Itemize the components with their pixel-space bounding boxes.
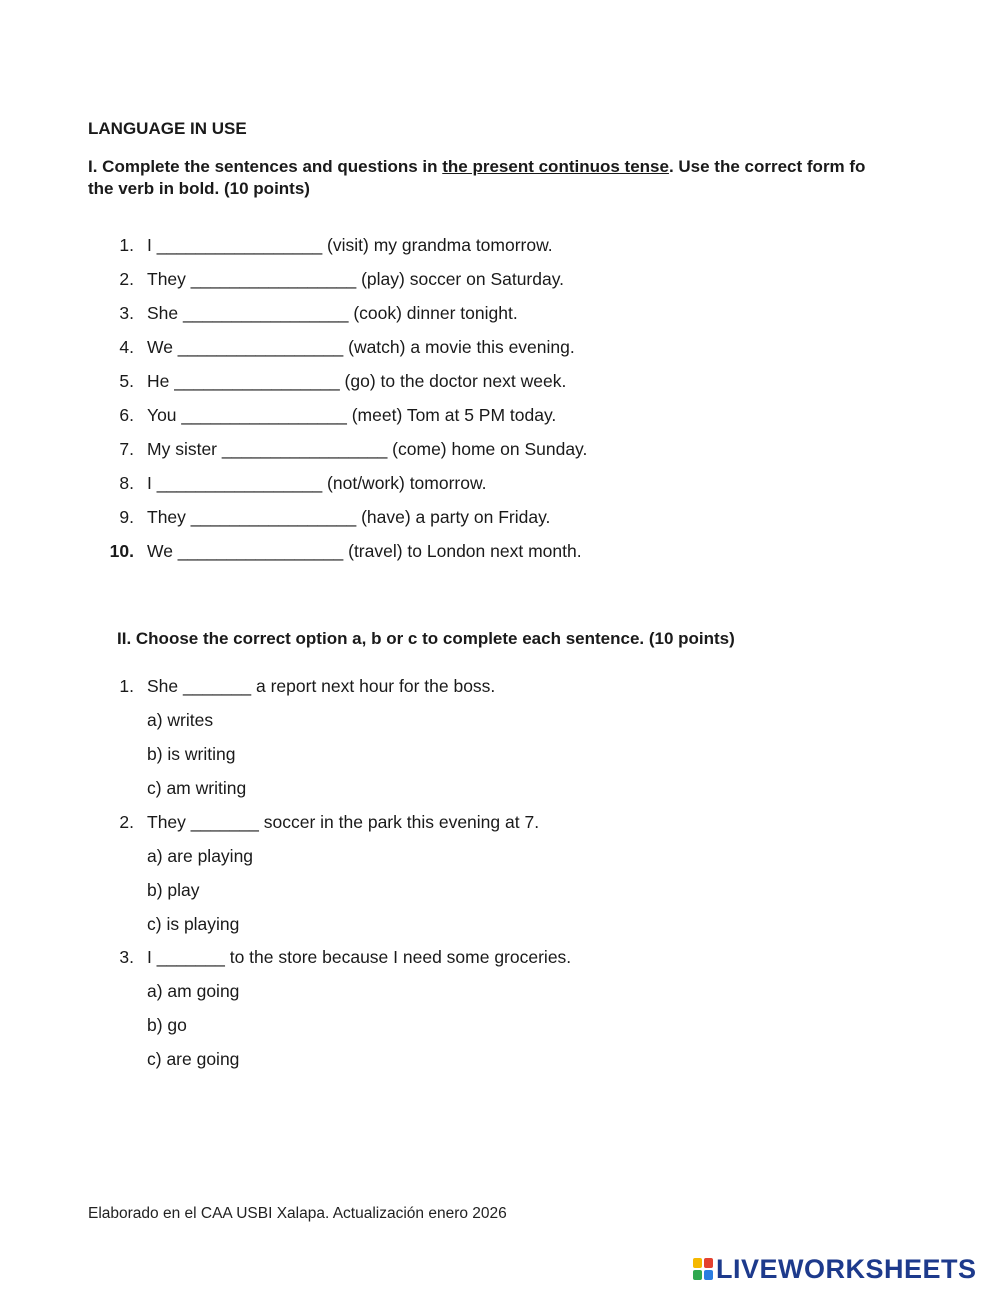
page-title: LANGUAGE IN USE (88, 119, 247, 138)
question-sentence: She _______ a report next hour for the boss. (147, 676, 496, 696)
item-number: 1. (119, 235, 134, 255)
instruction-text: I. Complete the sentences and questions in (88, 157, 443, 176)
answer-option: c) am writing (147, 778, 247, 798)
answer-option: a) writes (147, 710, 214, 730)
item-sentence: They _________________ (have) a party on Friday. (147, 507, 551, 527)
item-sentence: We _________________ (travel) to London next month. (147, 541, 582, 561)
item-sentence: He _________________ (go) to the doctor next week. (147, 371, 567, 391)
question-sentence: They _______ soccer in the park this evening at 7. (147, 812, 540, 832)
item-number: 6. (119, 405, 134, 425)
question-number: 2. (119, 812, 134, 832)
answer-option: b) is writing (147, 744, 236, 764)
item-sentence: My sister _________________ (come) home on Sunday. (147, 439, 588, 459)
item-number: 7. (119, 439, 134, 459)
item-number: 4. (119, 337, 134, 357)
item-number: 8. (119, 473, 134, 493)
section-2-instruction: II. Choose the correct option a, b or c to complete each sentence. (10 points) (117, 629, 735, 648)
item-sentence: I _________________ (not/work) tomorrow. (147, 473, 487, 493)
section-1-instruction (88, 156, 868, 200)
item-sentence: You _________________ (meet) Tom at 5 PM today. (147, 405, 557, 425)
answer-option: c) is playing (147, 914, 240, 934)
question-number: 3. (119, 947, 134, 967)
answer-option: b) go (147, 1015, 187, 1035)
liveworksheets-logo-icon (692, 1257, 714, 1281)
item-number: 3. (119, 303, 134, 323)
brand-logo (692, 1254, 977, 1284)
item-number: 2. (119, 269, 134, 289)
item-number: 9. (119, 507, 134, 527)
brand-name: LIVEWORKSHEETS (716, 1253, 977, 1284)
item-number: 10. (109, 541, 134, 561)
question-number: 1. (119, 676, 134, 696)
instruction-underlined-text: the present continuos tense (442, 157, 669, 176)
question-sentence: I _______ to the store because I need some groceries. (147, 947, 572, 967)
answer-option: a) are playing (147, 846, 254, 866)
footer-note: Elaborado en el CAA USBI Xalapa. Actualización enero 2026 (88, 1205, 507, 1222)
item-sentence: We _________________ (watch) a movie this evening. (147, 337, 575, 357)
answer-option: c) are going (147, 1049, 240, 1069)
item-sentence: She _________________ (cook) dinner tonight. (147, 303, 518, 323)
item-sentence: I _________________ (visit) my grandma tomorrow. (147, 235, 553, 255)
item-number: 5. (119, 371, 134, 391)
answer-option: a) am going (147, 981, 240, 1001)
instruction-text: . Use the correct form fo the verb in bold. (10 points) (88, 157, 866, 198)
item-sentence: They _________________ (play) soccer on Saturday. (147, 269, 565, 289)
answer-option: b) play (147, 880, 200, 900)
